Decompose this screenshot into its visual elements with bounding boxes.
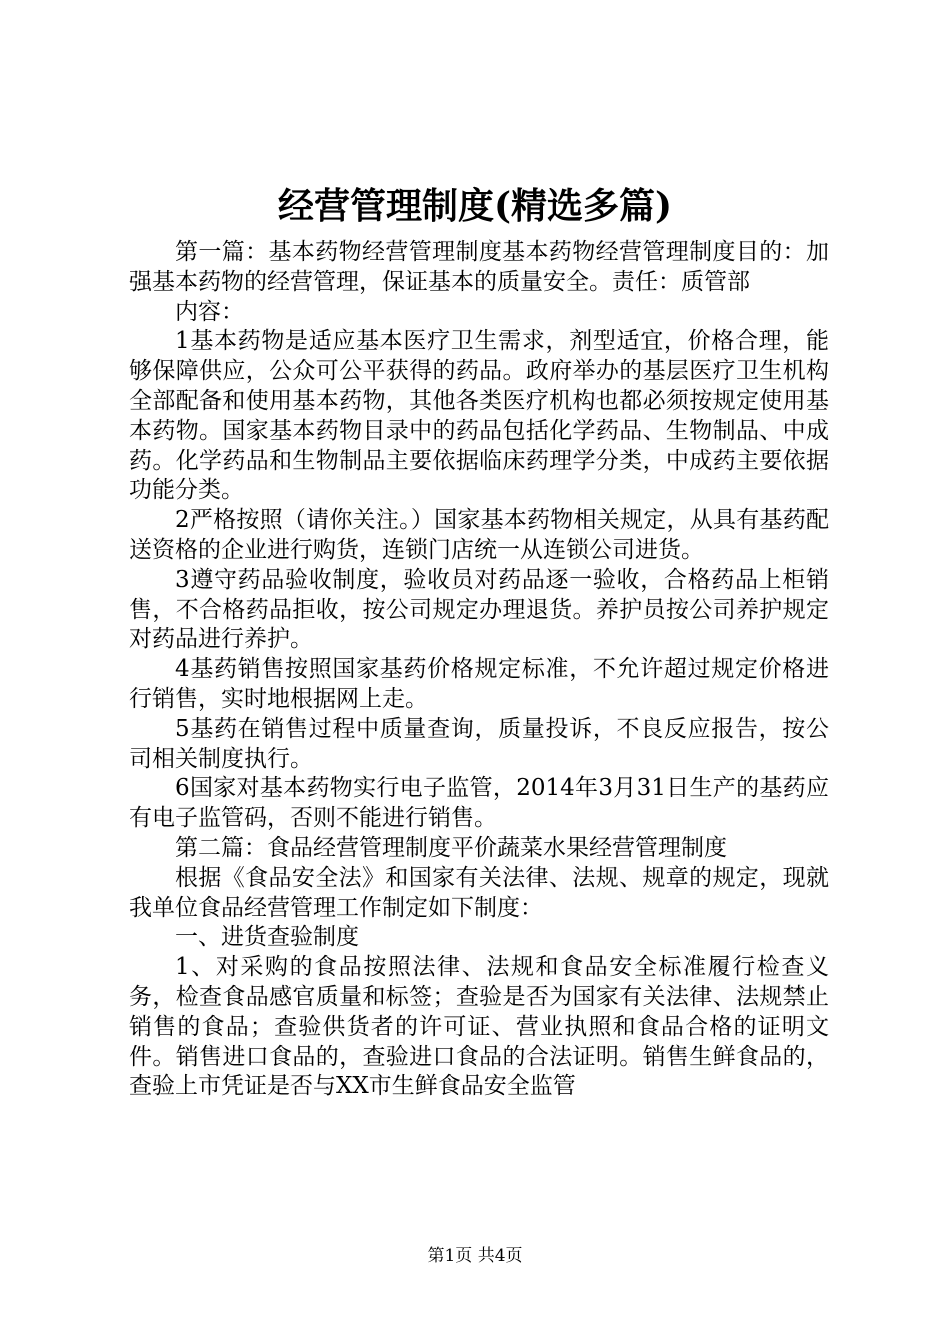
document-title: 经营管理制度(精选多篇) <box>277 185 673 227</box>
paragraph: 一、进货查验制度 <box>175 924 359 951</box>
paragraph: 3遵守药品验收制度，验收员对药品逐一验收，合格药品上柜销售，不合格药品拒收，按公司规定办理退货。养护员按公司养护规定对药品进行养护。 <box>129 566 829 653</box>
paragraph: 第一篇：基本药物经营管理制度基本药物经营管理制度目的：加强基本药物的经营管理，保证基本的质量安全。责任：质管部 <box>129 239 829 295</box>
document-body <box>129 238 829 1102</box>
paragraph: 4基药销售按照国家基药价格规定标准，不允许超过规定价格进行销售，实时地根据网上走。 <box>129 656 829 712</box>
paragraph: 2严格按照（请你关注。）国家基本药物相关规定，从具有基药配送资格的企业进行购货，连锁门店统一从连锁公司进货。 <box>129 507 829 563</box>
paragraph: 1、对采购的食品按照法律、法规和食品安全标准履行检查义务，检查食品感官质量和标签；查验是否为国家有关法律、法规禁止销售的食品；查验供货者的许可证、营业执照和食品合格的证明文件。销售进口食品的，查验进口食品的合法证明。销售生鲜食品的，查验上市凭证是否与XX市生鲜食品安全监管 <box>129 954 829 1100</box>
paragraph: 6国家对基本药物实行电子监管，2014年3月31日生产的基药应有电子监管码，否则不能进行销售。 <box>129 775 829 832</box>
paragraph: 1基本药物是适应基本医疗卫生需求，剂型适宜，价格合理，能够保障供应，公众可公平获得的药品。政府举办的基层医疗卫生机构全部配备和使用基本药物，其他各类医疗机构也都必须按规定使用基本药物。国家基本药物目录中的药品包括化学药品、生物制品、中成药。化学药品和生物制品主要依据临床药理学分类，中成药主要依据功能分类。 <box>129 328 829 504</box>
paragraph: 内容： <box>175 298 244 325</box>
paragraph: 第二篇：食品经营管理制度平价蔬菜水果经营管理制度 <box>175 834 727 861</box>
page-footer: 第1页 共4页 <box>427 1246 523 1266</box>
paragraph: 5基药在销售过程中质量查询，质量投诉，不良反应报告，按公司相关制度执行。 <box>129 715 829 772</box>
paragraph: 根据《食品安全法》和国家有关法律、法规、规章的规定，现就我单位食品经营管理工作制定如下制度： <box>129 864 829 921</box>
